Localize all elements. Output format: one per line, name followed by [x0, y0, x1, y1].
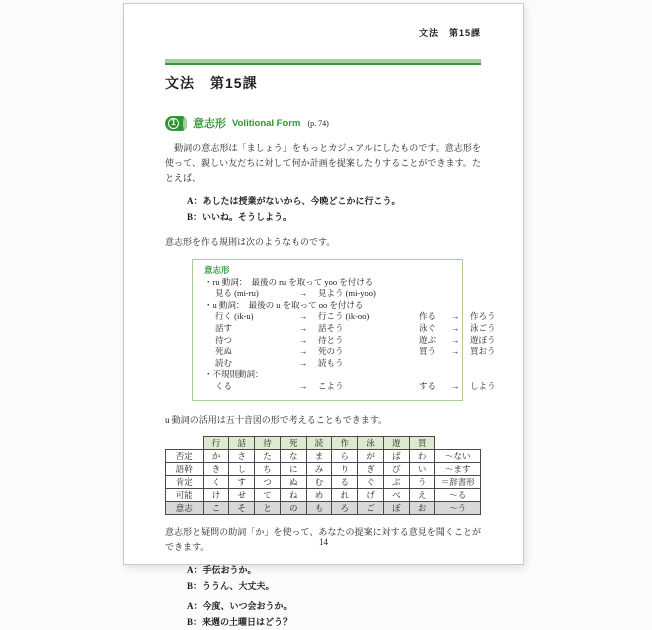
kana-cell: え	[409, 488, 435, 501]
section-header	[165, 115, 481, 131]
column-header-cell: 行	[203, 436, 229, 449]
column-header-cell: 話	[229, 436, 255, 449]
kana-cell: ぬ	[280, 475, 306, 488]
u-verb-example-row: 話す → 話そう 泳ぐ → 泳ごう	[215, 322, 496, 333]
suffix-cell: ～る	[435, 488, 481, 501]
kana-cell: て	[255, 488, 281, 501]
arrow-glyph: →	[299, 311, 308, 322]
kana-cell: な	[280, 449, 306, 462]
kana-cell: ぐ	[358, 475, 384, 488]
page-title: 文法 第15課	[165, 75, 258, 91]
column-header-cell: 作	[332, 436, 358, 449]
table-header-row	[166, 436, 481, 449]
kana-cell: の	[280, 501, 306, 514]
section-number: 1	[168, 118, 179, 129]
dialog-line: B：ううん、大丈夫。	[187, 580, 275, 591]
kana-cell: り	[332, 462, 358, 475]
kana-cell: る	[332, 475, 358, 488]
kana-cell: た	[255, 449, 281, 462]
kana-cell: ら	[332, 449, 358, 462]
table-row	[166, 501, 481, 514]
kana-cell: き	[203, 462, 229, 475]
suffix-cell: ～う	[435, 501, 481, 514]
column-header-cell: 泳	[358, 436, 384, 449]
dialog-line: A：今度、いつ会おうか。	[187, 600, 293, 611]
kana-cell: ぎ	[358, 462, 384, 475]
dialog-line: B：来週の土曜日はどう？	[187, 616, 293, 627]
kana-cell: れ	[332, 488, 358, 501]
kana-cell: う	[409, 475, 435, 488]
row-label-cell: 語幹	[166, 462, 204, 475]
dialog-line: A：手伝おうか。	[187, 564, 257, 575]
kana-cell: お	[409, 501, 435, 514]
section-title-english: Volitional Form	[232, 117, 301, 129]
arrow-glyph: →	[299, 322, 308, 333]
outro-paragraph: 意志形と疑問の助詞「か」を使って、あなたの提案に対する意見を聞くことができます。	[165, 526, 481, 552]
table-corner-blank	[435, 436, 481, 449]
table-row	[166, 488, 481, 501]
kana-cell: せ	[229, 488, 255, 501]
kana-cell: び	[383, 462, 409, 475]
kana-cell: ご	[358, 501, 384, 514]
volitional-rule-box	[192, 259, 496, 401]
rule-box-title: 意志形	[204, 265, 230, 275]
arrow-glyph: →	[451, 380, 460, 391]
section-number-badge	[165, 116, 187, 131]
dialog-line: B：いいね。そうしよう。	[187, 212, 293, 222]
arrow-glyph: →	[299, 346, 308, 357]
kana-cell: ろ	[332, 501, 358, 514]
pre-box-paragraph: 意志形を作る規則は次のようなものです。	[165, 237, 336, 247]
kana-cell: か	[203, 449, 229, 462]
intro-paragraph: 動詞の意志形は「ましょう」をもっとカジュアルにしたものです。意志形を使って、親しい友だちに対して何か計画を提案したりすることができます。たとえば、	[165, 143, 481, 183]
kana-cell: み	[306, 462, 332, 475]
ru-verb-example: 見る (mi-ru) → 見よう (mi-yoo)	[215, 288, 376, 299]
kana-cell: ち	[255, 462, 281, 475]
u-verb-example-row: 待つ → 待とう 遊ぶ → 遊ぼう	[215, 334, 496, 345]
suffix-cell: ～ます	[435, 462, 481, 475]
table-row	[166, 462, 481, 475]
page-number: 14	[319, 537, 328, 547]
u-verb-example-row: 死ぬ → 死のう 買う → 買おう	[215, 346, 496, 357]
u-verb-example-row: 行く (ik-u) → 行こう (ik-oo) 作る → 作ろう	[215, 311, 496, 322]
column-header-cell: 読	[306, 436, 332, 449]
arrow-glyph: →	[451, 311, 460, 322]
suffix-cell: ＝辞書形	[435, 475, 481, 488]
section-page-reference: (p. 74)	[307, 118, 329, 128]
arrow-glyph: →	[451, 334, 460, 345]
kana-cell: と	[255, 501, 281, 514]
table-row	[166, 475, 481, 488]
conjugation-table	[165, 436, 481, 515]
table-corner-blank	[166, 436, 204, 449]
arrow-glyph: →	[451, 346, 460, 357]
column-header-cell: 遊	[383, 436, 409, 449]
arrow-glyph: →	[299, 288, 308, 299]
arrow-glyph: →	[299, 380, 308, 391]
u-verb-example-row: 読む → 読もう	[215, 357, 344, 368]
column-header-cell: 待	[255, 436, 281, 449]
kana-cell: ぶ	[383, 475, 409, 488]
column-header-cell: 死	[280, 436, 306, 449]
example-dialog-1	[187, 193, 481, 225]
kana-cell: こ	[203, 501, 229, 514]
kana-cell: む	[306, 475, 332, 488]
kana-cell: ぼ	[383, 501, 409, 514]
row-label-cell: 否定	[166, 449, 204, 462]
arrow-glyph: →	[451, 322, 460, 333]
arrow-glyph: →	[299, 334, 308, 345]
kana-cell: く	[203, 475, 229, 488]
kana-cell: い	[409, 462, 435, 475]
kana-cell: べ	[383, 488, 409, 501]
irregular-verb-example-row: くる → こよう する → しよう	[215, 380, 496, 391]
ru-verb-rule: ・ru 動詞： 最後の ru を取って yoo を付ける	[204, 276, 374, 287]
kana-cell: つ	[255, 475, 281, 488]
kana-cell: め	[306, 488, 332, 501]
green-divider-rule	[165, 59, 481, 65]
row-label-cell: 意志	[166, 501, 204, 514]
kana-cell: わ	[409, 449, 435, 462]
table-row	[166, 449, 481, 462]
kana-cell: が	[358, 449, 384, 462]
kana-cell: さ	[229, 449, 255, 462]
row-label-cell: 可能	[166, 488, 204, 501]
kana-cell: ま	[306, 449, 332, 462]
section-title-japanese: 意志形	[193, 118, 226, 130]
kana-cell: ば	[383, 449, 409, 462]
dialog-line: A：あしたは授業がないから、今晩どこかに行こう。	[187, 196, 401, 206]
kana-cell: し	[229, 462, 255, 475]
kana-cell: に	[280, 462, 306, 475]
kana-cell: も	[306, 501, 332, 514]
suffix-cell: ～ない	[435, 449, 481, 462]
column-header-cell: 買	[409, 436, 435, 449]
row-label-cell: 肯定	[166, 475, 204, 488]
running-header: 文法 第15課	[418, 28, 481, 38]
example-dialog-2	[187, 562, 481, 630]
kana-cell: そ	[229, 501, 255, 514]
kana-cell: ね	[280, 488, 306, 501]
u-verb-rule: ・u 動詞： 最後の u を取って oo を付ける	[204, 299, 364, 310]
table-intro-paragraph: u 動詞の活用は五十音図の形で考えることもできます。	[165, 414, 388, 425]
kana-cell: す	[229, 475, 255, 488]
kana-cell: け	[203, 488, 229, 501]
irregular-verb-rule: ・不規則動詞：	[204, 369, 264, 380]
arrow-glyph: →	[299, 357, 308, 368]
textbook-page	[123, 3, 524, 627]
kana-cell: げ	[358, 488, 384, 501]
